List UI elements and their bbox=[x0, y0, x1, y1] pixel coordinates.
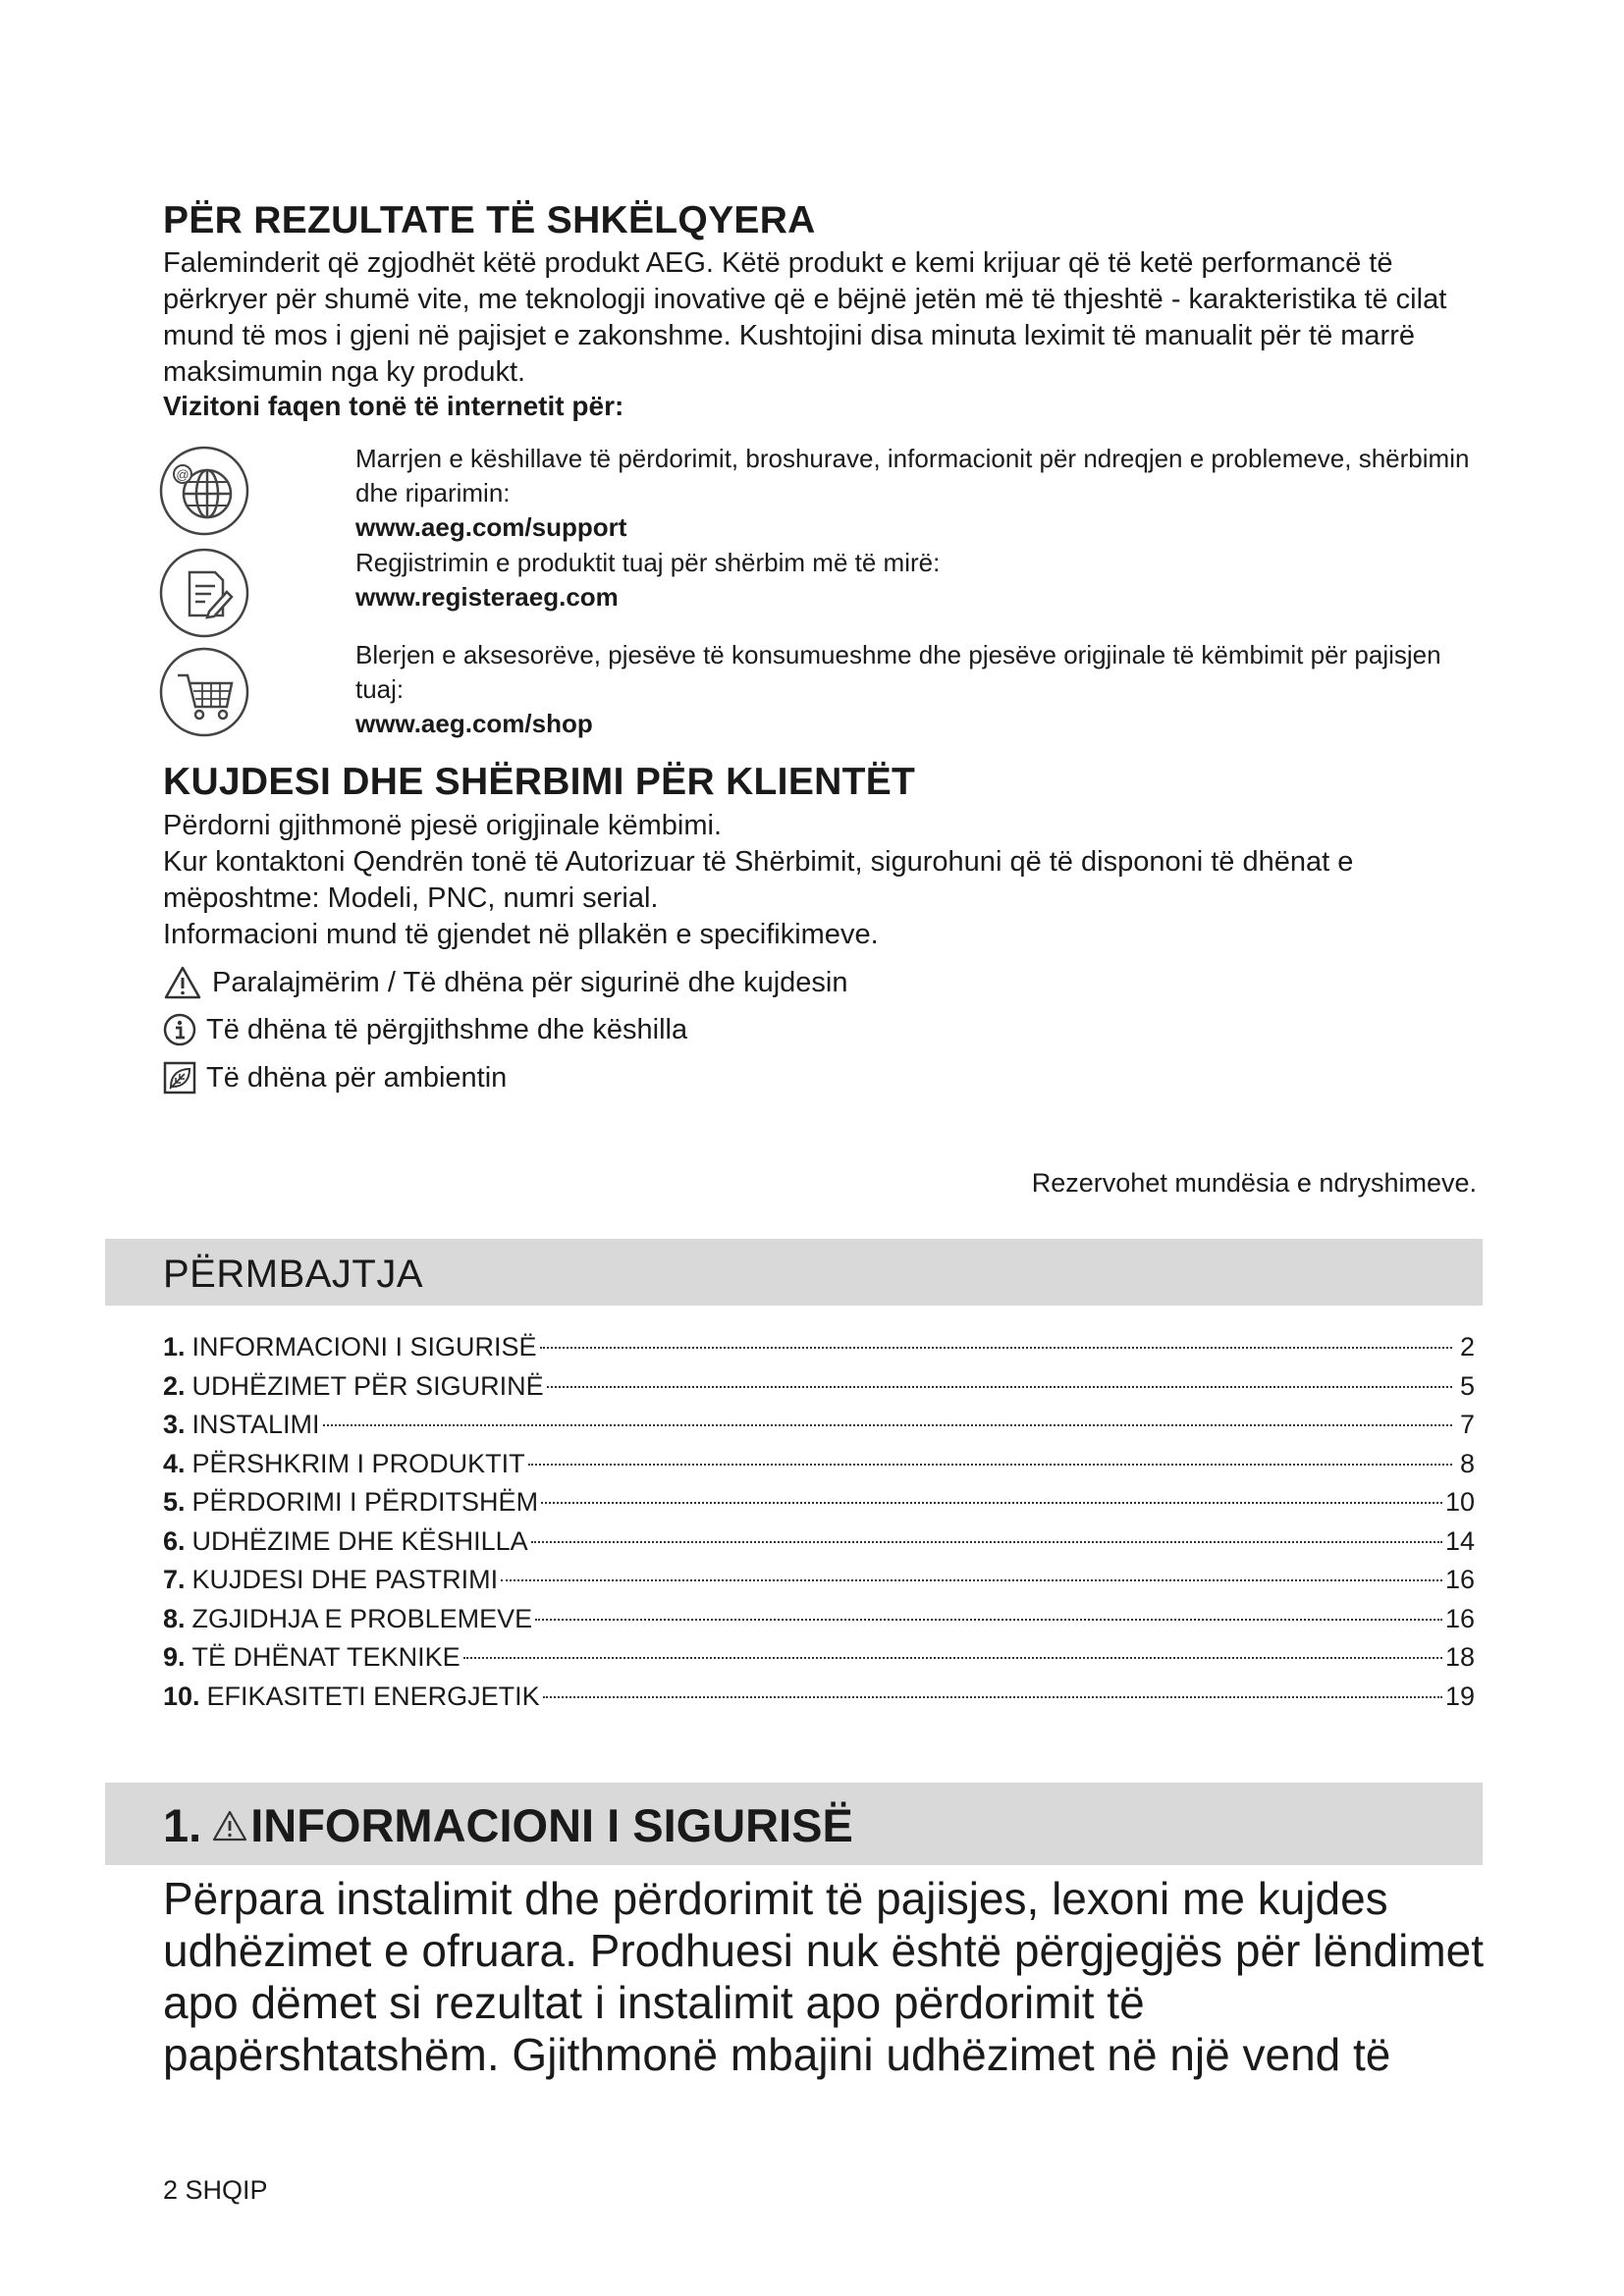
service-support-text: Marrjen e këshillave të përdorimit, broshurave, informacionit për ndreqjen e problemeve, shërbimin dhe riparimin: bbox=[355, 444, 1470, 507]
reserve-note: Rezervohet mundësia e ndryshimeve. bbox=[1031, 1168, 1477, 1198]
toc-item-page: 19 bbox=[1444, 1681, 1475, 1711]
shopping-cart-icon bbox=[158, 646, 250, 738]
toc-leader-dots bbox=[540, 1347, 1452, 1349]
toc-item-page: 10 bbox=[1444, 1487, 1475, 1517]
toc-item[interactable] bbox=[163, 1561, 1475, 1600]
toc-item-label: UDHËZIME DHE KËSHILLA bbox=[191, 1525, 528, 1556]
toc-item-number: 5. bbox=[163, 1487, 186, 1517]
toc-item-label: INFORMACIONI I SIGURISË bbox=[191, 1332, 537, 1362]
support-link[interactable]: www.aeg.com/support bbox=[355, 512, 627, 542]
toc-item-label: INSTALIMI bbox=[191, 1410, 320, 1439]
toc-item[interactable] bbox=[163, 1638, 1475, 1678]
shop-link[interactable]: www.aeg.com/shop bbox=[355, 709, 593, 738]
toc-item[interactable] bbox=[163, 1328, 1475, 1367]
toc-leader-dots bbox=[547, 1386, 1452, 1388]
legend-info bbox=[163, 1013, 687, 1046]
toc-item[interactable] bbox=[163, 1678, 1475, 1717]
toc-leader-dots bbox=[323, 1424, 1452, 1426]
page-title: PËR REZULTATE TË SHKËLQYERA bbox=[163, 199, 816, 241]
toc-leader-dots bbox=[501, 1579, 1442, 1581]
care-title: KUJDESI DHE SHËRBIMI PËR KLIENTËT bbox=[163, 761, 916, 803]
service-register bbox=[355, 546, 1494, 614]
section-body: Përpara instalimit dhe përdorimit të pajisjes, lexoni me kujdes udhëzimet e ofruara. Prodhuesi nuk është përgjegjës për lëndimet apo dëmet si rezultat i instalimit apo përdorimit të papërshtatshëm. Gjithmonë mbajini udhëzimet në një vend të bbox=[163, 1873, 1485, 2080]
toc-item-number: 9. bbox=[163, 1642, 186, 1672]
legend-environment-text: Të dhëna për ambientin bbox=[206, 1061, 508, 1094]
globe-icon bbox=[158, 445, 250, 537]
toc-item-number: 1. bbox=[163, 1332, 186, 1362]
service-shop-text: Blerjen e aksesorëve, pjesëve të konsumueshme dhe pjesëve origjinale të këmbimit për pajisjen tuaj: bbox=[355, 640, 1441, 704]
toc-item-label: PËRDORIMI I PËRDITSHËM bbox=[191, 1487, 539, 1517]
toc-item-label: EFIKASITETI ENERGJETIK bbox=[206, 1681, 540, 1711]
toc-leader-dots bbox=[531, 1541, 1442, 1543]
toc-item-number: 8. bbox=[163, 1603, 186, 1633]
toc-item-number: 3. bbox=[163, 1410, 186, 1439]
toc-item-page: 2 bbox=[1459, 1332, 1475, 1362]
legend-info-text: Të dhëna të përgjithshme dhe këshilla bbox=[206, 1013, 688, 1045]
care-line-3: Informacioni mund të gjendet në pllakën e specifikimeve. bbox=[163, 919, 879, 950]
toc-title: PËRMBAJTJA bbox=[163, 1253, 424, 1296]
toc-item-number: 4. bbox=[163, 1448, 186, 1478]
toc-item-page: 14 bbox=[1444, 1525, 1475, 1556]
info-icon bbox=[163, 1013, 196, 1046]
toc-leader-dots bbox=[535, 1619, 1442, 1621]
page-footer: 2 SHQIP bbox=[163, 2175, 268, 2205]
toc-item-number: 6. bbox=[163, 1525, 186, 1556]
service-support bbox=[355, 442, 1494, 545]
toc-leader-dots bbox=[463, 1657, 1442, 1659]
legend-warning bbox=[163, 965, 848, 1000]
service-shop bbox=[355, 638, 1494, 741]
toc-item-label: TË DHËNAT TEKNIKE bbox=[191, 1642, 460, 1672]
register-icon bbox=[158, 547, 250, 639]
section-title-text: INFORMACIONI I SIGURISË bbox=[250, 1799, 853, 1851]
toc-item-page: 5 bbox=[1459, 1370, 1475, 1401]
toc-leader-dots bbox=[528, 1464, 1452, 1466]
warning-icon bbox=[211, 1809, 248, 1842]
toc-item-number: 2. bbox=[163, 1370, 186, 1401]
toc-leader-dots bbox=[543, 1696, 1442, 1698]
toc-item-number: 10. bbox=[163, 1681, 200, 1711]
legend-warning-text: Paralajmërim / Të dhëna për sigurinë dhe kujdesin bbox=[212, 966, 848, 998]
toc-item-label: KUJDESI DHE PASTRIMI bbox=[191, 1565, 499, 1594]
toc-item-page: 7 bbox=[1459, 1410, 1475, 1439]
toc-item-page: 18 bbox=[1444, 1642, 1475, 1672]
intro-paragraph: Faleminderit që zgjodhët këtë produkt AEG. Këtë produkt e kemi krijuar që të ketë performancë të përkryer për shumë vite, me teknologji inovative që e bëjnë jetën më të thjeshtë - karakteristika të cilat mund të mos i gjeni në pajisjet e zakonshme. Kushtojini disa minuta leximit të manualit për të marrë maksimumin nga ky produkt. bbox=[163, 247, 1447, 388]
svg-text:@: @ bbox=[176, 467, 189, 482]
toc-item-number: 7. bbox=[163, 1565, 186, 1594]
toc-item[interactable] bbox=[163, 1483, 1475, 1522]
toc-item-label: PËRSHKRIM I PRODUKTIT bbox=[191, 1448, 525, 1478]
toc-item-page: 8 bbox=[1459, 1448, 1475, 1478]
toc-item[interactable] bbox=[163, 1406, 1475, 1445]
warning-icon bbox=[163, 965, 202, 1000]
care-text bbox=[163, 808, 1479, 953]
toc-item-page: 16 bbox=[1444, 1603, 1475, 1633]
register-link[interactable]: www.registeraeg.com bbox=[355, 582, 619, 612]
service-register-text: Regjistrimin e produktit tuaj për shërbim më të mirë: bbox=[355, 548, 941, 577]
section-number: 1. bbox=[163, 1799, 202, 1851]
environment-icon bbox=[163, 1061, 196, 1095]
toc-item-page: 16 bbox=[1444, 1565, 1475, 1594]
visit-label: Vizitoni faqen tonë të internetit për: bbox=[163, 391, 624, 421]
toc-item[interactable] bbox=[163, 1600, 1475, 1639]
toc-item[interactable] bbox=[163, 1445, 1475, 1484]
toc-item[interactable] bbox=[163, 1367, 1475, 1407]
toc-list bbox=[163, 1328, 1475, 1716]
section-title bbox=[163, 1798, 853, 1852]
toc-item-label: ZGJIDHJA E PROBLEMEVE bbox=[191, 1603, 533, 1633]
toc-item-label: UDHËZIMET PËR SIGURINË bbox=[191, 1370, 544, 1401]
legend-environment bbox=[163, 1061, 507, 1095]
toc-leader-dots bbox=[541, 1502, 1442, 1504]
toc-item[interactable] bbox=[163, 1522, 1475, 1562]
care-line-1: Përdorni gjithmonë pjesë origjinale këmbimi. bbox=[163, 810, 722, 841]
care-line-2: Kur kontaktoni Qendrën tonë të Autorizuar të Shërbimit, sigurohuni që të dispononi të dhënat e mëposhtme: Modeli, PNC, numri serial. bbox=[163, 846, 1354, 914]
